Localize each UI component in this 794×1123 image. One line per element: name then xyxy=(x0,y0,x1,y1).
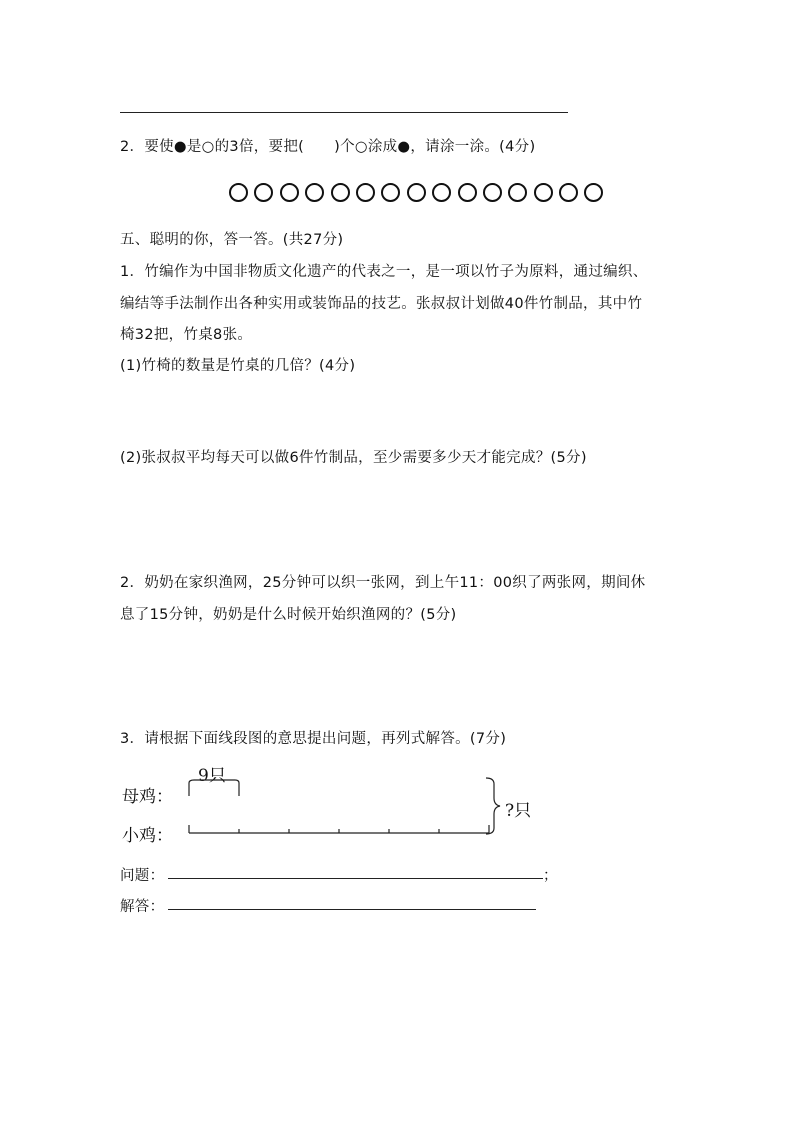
circle-row xyxy=(229,183,603,202)
q3-text: 3．请根据下面线段图的意思提出问题，再列式解答。(7分) xyxy=(120,731,507,747)
chick-label: 小鸡： xyxy=(122,826,173,846)
total-brace xyxy=(486,778,500,834)
hollow-circle[interactable] xyxy=(407,183,426,202)
hollow-circle[interactable] xyxy=(483,183,502,202)
hollow-circle[interactable] xyxy=(381,183,400,202)
q-circles-number: 2． xyxy=(120,139,145,155)
hollow-circle[interactable] xyxy=(254,183,273,202)
q1-sub1-answer-area[interactable] xyxy=(120,380,680,440)
answer-line-previous xyxy=(120,112,568,113)
answer-input-line[interactable] xyxy=(168,909,536,910)
q2-answer-area[interactable] xyxy=(120,630,680,720)
question-end-mark: ； xyxy=(543,868,558,884)
hollow-circle[interactable] xyxy=(280,183,299,202)
hollow-circle[interactable] xyxy=(229,183,248,202)
hollow-circle[interactable] xyxy=(458,183,477,202)
chick-segment xyxy=(189,825,489,833)
q-circles-text-after: )个○涂成●，请涂一涂。(4分) xyxy=(334,139,536,155)
hollow-circle[interactable] xyxy=(534,183,553,202)
q1-sub1: (1)竹椅的数量是竹桌的几倍？(4分) xyxy=(120,358,356,374)
hollow-circle[interactable] xyxy=(508,183,527,202)
q1-line-3: 椅32把，竹桌8张。 xyxy=(120,327,253,343)
q2-line-2: 息了15分钟，奶奶是什么时候开始织渔网的？(5分) xyxy=(120,607,457,623)
q1-line-1: 1．竹编作为中国非物质文化遗产的代表之一，是一项以竹子为原料，通过编织、 xyxy=(120,264,648,280)
section-five-title: 五、聪明的你，答一答。(共27分) xyxy=(120,232,344,248)
hollow-circle[interactable] xyxy=(584,183,603,202)
q1-sub2: (2)张叔叔平均每天可以做6件竹制品，至少需要多少天才能完成？(5分) xyxy=(120,450,587,466)
hollow-circle[interactable] xyxy=(559,183,578,202)
hollow-circle[interactable] xyxy=(331,183,350,202)
hen-label: 母鸡： xyxy=(122,787,173,807)
q2-line-1: 2．奶奶在家织渔网，25分钟可以织一张网，到上午11：00织了两张网，期间休 xyxy=(120,575,646,591)
hen-value-label: 9只 xyxy=(198,766,226,786)
hollow-circle[interactable] xyxy=(432,183,451,202)
q1-sub2-answer-area[interactable] xyxy=(120,472,680,562)
total-value-label: ?只 xyxy=(505,801,532,821)
hen-segment xyxy=(189,780,239,796)
q1-line-2: 编结等手法制作出各种实用或装饰品的技艺。张叔叔计划做40件竹制品，其中竹 xyxy=(120,296,643,312)
question-input-line[interactable] xyxy=(168,878,543,879)
line-segment-diagram xyxy=(180,770,510,840)
question-label: 问题： xyxy=(120,868,165,884)
q-circles-prompt xyxy=(120,135,535,156)
hollow-circle[interactable] xyxy=(305,183,324,202)
q-circles-text-before: 要使●是○的3倍，要把( xyxy=(144,139,305,155)
hollow-circle[interactable] xyxy=(356,183,375,202)
answer-label: 解答： xyxy=(120,899,165,915)
